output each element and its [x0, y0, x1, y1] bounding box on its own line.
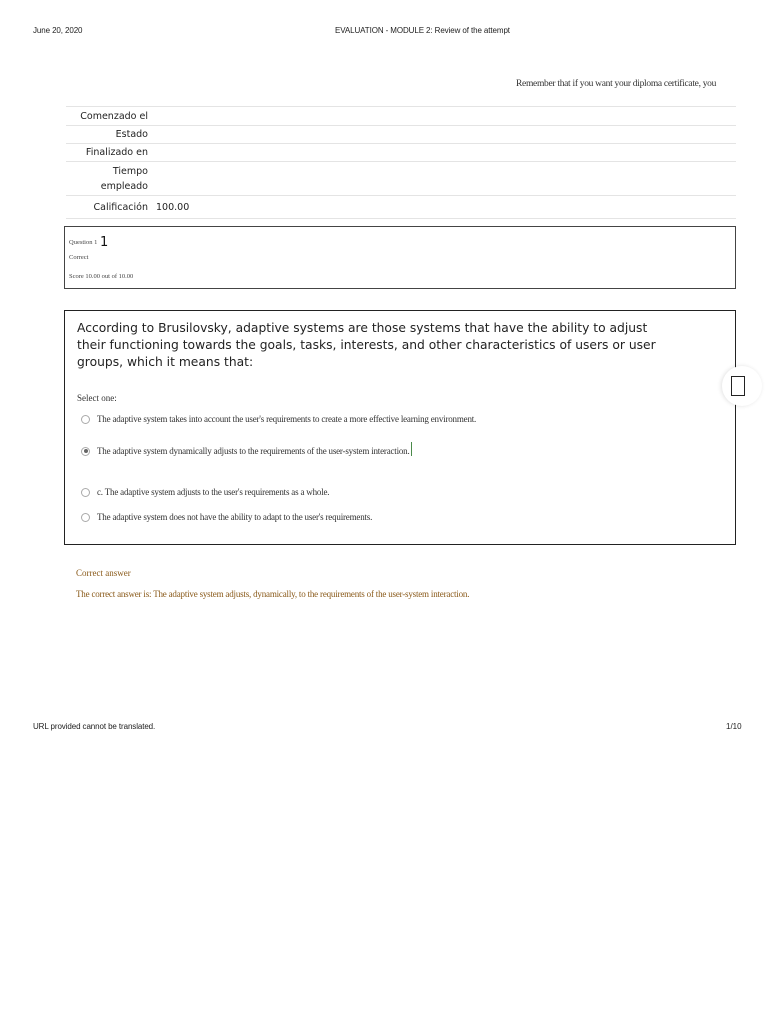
attempt-summary-table [66, 106, 736, 219]
summary-row-started [66, 106, 736, 125]
feedback-title: Correct answer [76, 568, 131, 578]
print-date: June 20, 2020 [33, 26, 83, 35]
question-info-box [64, 226, 736, 289]
question-number: 1 [99, 235, 109, 250]
question-label: Question 1 [69, 239, 98, 246]
summary-grade-value: 100.00 [156, 201, 190, 213]
select-one-label: Select one: [77, 393, 117, 403]
question-label-line [69, 233, 108, 248]
radio-button-selected[interactable] [81, 447, 90, 456]
summary-label: Estado [115, 129, 148, 140]
text-cursor-icon [411, 442, 412, 456]
radio-button[interactable] [81, 513, 90, 522]
answer-option-text: The adaptive system takes into account the user's requirements to create a more effective learning environment. [97, 414, 477, 424]
footer-url-note: URL provided cannot be translated. [33, 722, 156, 731]
answer-option[interactable] [81, 512, 372, 522]
footer-page-number: 1/10 [726, 722, 742, 731]
remember-note: Remember that if you want your diploma certificate, you [516, 79, 717, 89]
summary-row-grade [66, 195, 736, 219]
question-status: Correct [69, 254, 89, 261]
feedback-correct-answer: The correct answer is: The adaptive system adjusts, dynamically, to the requirements of the user-system interaction. [76, 589, 470, 599]
answer-option-selected[interactable] [81, 444, 412, 458]
summary-label: Calificación [93, 201, 148, 213]
summary-row-time-taken [66, 161, 736, 195]
answer-option-text: The adaptive system does not have the ability to adapt to the user's requirements. [97, 512, 373, 522]
question-score: Score 10.00 out of 10.00 [69, 273, 134, 280]
print-title: EVALUATION - MODULE 2: Review of the attempt [335, 26, 510, 35]
answer-option-text: The adaptive system dynamically adjusts to the requirements of the user-system interaction. [97, 446, 410, 456]
answer-option-text: c. The adaptive system adjusts to the user's requirements as a whole. [97, 487, 330, 497]
radio-button[interactable] [81, 415, 90, 424]
answer-option[interactable] [81, 414, 476, 424]
side-panel-button[interactable] [722, 366, 762, 406]
summary-label: Comenzado el [80, 110, 148, 122]
answer-option[interactable] [81, 487, 329, 497]
summary-label: Finalizado en [85, 147, 148, 158]
page-outline-icon [731, 376, 745, 396]
question-text: According to Brusilovsky, adaptive systems are those systems that have the ability to adjust their functioning towards the goals, tasks, interests, and other characteristics of users or user groups, which it means that: [77, 321, 656, 369]
radio-button[interactable] [81, 488, 90, 497]
question-box [64, 310, 736, 545]
summary-row-finished [66, 143, 736, 161]
summary-row-state [66, 125, 736, 143]
summary-label: Tiempo empleado [100, 165, 148, 192]
